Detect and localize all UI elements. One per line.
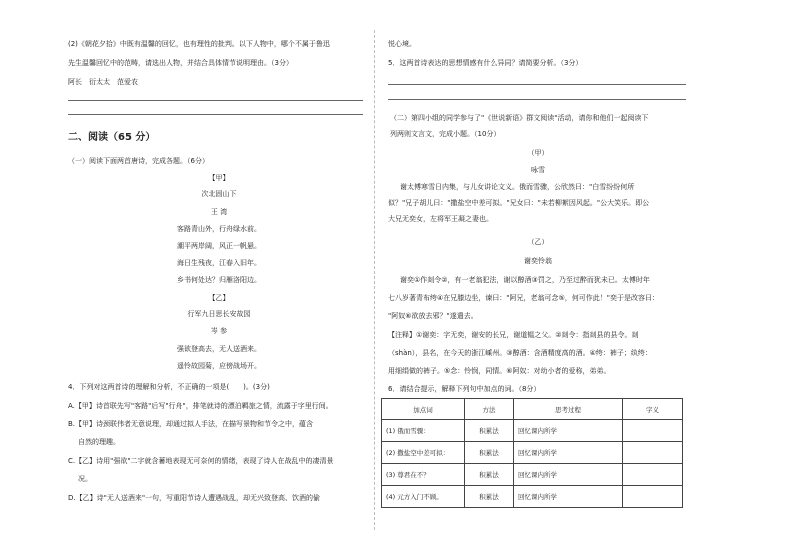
poem-a-line: 潮平两岸阔，风正一帆悬。 bbox=[177, 242, 261, 250]
q4-option-c-cont: 况。 bbox=[78, 475, 92, 483]
poem-a-author: 王 湾 bbox=[210, 208, 228, 216]
table-row bbox=[382, 486, 683, 508]
table-row bbox=[382, 442, 683, 464]
text-a-title: 咏雪 bbox=[531, 166, 545, 174]
poem-b-line: 遥怜故园菊，应傍战场开。 bbox=[177, 362, 261, 370]
table-cell: 回忆课内所学 bbox=[514, 464, 623, 486]
q3-line-1: (2)《朝花夕拾》中既有温馨的回忆，也有理性的批判。以下人物中，哪个不属于鲁迅 bbox=[68, 40, 330, 48]
table-cell: (1) 俄而雪骤： bbox=[382, 420, 465, 442]
answer-cell[interactable] bbox=[623, 464, 683, 486]
table-row bbox=[382, 420, 683, 442]
poem-b-author: 岑 参 bbox=[210, 327, 228, 335]
poem-a-tag: 【甲】 bbox=[208, 174, 230, 182]
text-a-line: 大兄无奕女，左将军王凝之妻也。 bbox=[388, 215, 493, 223]
part1-intro: （一）阅读下面两首唐诗，完成各题。（6分） bbox=[68, 157, 209, 165]
text-b-line: "阿奴⑥欲放去邪？"遂遣去。 bbox=[388, 312, 478, 320]
q3-line-2: 先生温馨回忆中的范畴，请选出人物，并结合具体情节说明理由。（3分） bbox=[68, 59, 293, 67]
part2-intro: （二）第四小组的同学参与了"《世说新语》群文阅读"活动，请你和他们一起阅读下 bbox=[390, 114, 649, 122]
poem-a-line: 乡书何处达？归雁洛阳边。 bbox=[177, 276, 261, 284]
table-cell: 回忆课内所学 bbox=[514, 442, 623, 464]
poem-b-tag: 【乙】 bbox=[208, 294, 230, 302]
text-a-tag: （甲） bbox=[527, 149, 549, 157]
q4-d-continued: 悦心境。 bbox=[388, 40, 416, 48]
table-header: 思考过程 bbox=[514, 399, 623, 420]
text-a-line: 似？"兄子胡儿曰："撒盐空中差可拟。"兄女曰："未若柳絮因风起。"公大笑乐。即公 bbox=[388, 199, 650, 207]
q3-options: 阿长 衍太太 范爱农 bbox=[68, 78, 138, 86]
q4-option-d: D.【乙】诗"无人送酒来"一句，写重阳节诗人遭遇战乱，却无兴致登高、饮酒的偷 bbox=[68, 494, 321, 502]
table-cell: 积累法 bbox=[465, 486, 514, 508]
answer-line bbox=[388, 99, 686, 100]
text-b-line: 七八岁著青布绔④在兄膝边坐，谏曰："阿兄，老翁可念⑤，何可作此！"奕于是改容曰： bbox=[388, 294, 659, 302]
answer-line bbox=[68, 100, 363, 101]
table-header: 加点词 bbox=[382, 399, 465, 420]
table-header: 字义 bbox=[623, 399, 683, 420]
table-row bbox=[382, 464, 683, 486]
answer-line bbox=[68, 114, 363, 115]
table-cell: 回忆课内所学 bbox=[514, 420, 623, 442]
notes-line: 【注释】①谢奕：字无奕，谢安的长兄，谢道韫之父。②剡令：指剡县的县令。剡 bbox=[388, 331, 639, 339]
table-cell: 积累法 bbox=[465, 464, 514, 486]
table-cell: (2) 撒盐空中差可拟： bbox=[382, 442, 465, 464]
table-header-row bbox=[382, 399, 683, 420]
table-cell: (3) 尊君在不？ bbox=[382, 464, 465, 486]
poem-a-line: 海日生残夜，江春入旧年。 bbox=[177, 259, 261, 267]
section-title: 二、阅读（65 分） bbox=[68, 132, 156, 143]
column-divider bbox=[374, 30, 375, 530]
q6-table bbox=[381, 398, 683, 508]
text-b-title: 谢奕怜翁 bbox=[524, 257, 552, 265]
text-b-tag: （乙） bbox=[527, 238, 549, 246]
answer-cell[interactable] bbox=[623, 486, 683, 508]
q4-option-a: A.【甲】诗首联先写"客路"后写"行舟"，排笔就诗的漂泊羁旅之情，流露于字里行间。 bbox=[68, 402, 333, 410]
q4-option-c: C.【乙】诗用"强欲"二字就含蓄地表现无可奈何的情绪，表现了诗人在战乱中的凄清景 bbox=[68, 457, 334, 465]
text-b-line: 谢奕①作剡令②，有一老翁犯法，谢以醇酒③罚之，乃至过醉而犹未已。太傅时年 bbox=[400, 276, 650, 284]
table-cell: 回忆课内所学 bbox=[514, 486, 623, 508]
q6-stem: 6．请结合提示，解释下列句中加点的词。（8分） bbox=[388, 385, 541, 393]
table-header: 方法 bbox=[465, 399, 514, 420]
table-cell: 积累法 bbox=[465, 420, 514, 442]
q5-stem: 5．这两首诗表达的思想情感有什么异同？请简要分析。（3分） bbox=[388, 59, 583, 67]
q4-stem: 4．下列对这两首诗的理解和分析，不正确的一项是( )。(3分) bbox=[68, 383, 270, 391]
poem-b-title: 行军九日思长安故园 bbox=[187, 310, 251, 318]
notes-line: （shàn），县名，在今天的浙江嵊州。③醇酒：含酒精度高的酒。④绔：裤子；纨绔： bbox=[388, 349, 652, 357]
part2-intro-cont: 列两则文言文，完成小题。（10分） bbox=[390, 130, 501, 138]
answer-cell[interactable] bbox=[623, 420, 683, 442]
poem-a-line: 客路青山外，行舟绿水前。 bbox=[177, 225, 261, 233]
q4-option-b-cont: 自然的理趣。 bbox=[78, 438, 120, 446]
answer-line bbox=[388, 84, 686, 85]
answer-cell[interactable] bbox=[623, 442, 683, 464]
q4-option-b: B.【甲】诗颈联伟者无意说理，却通过拟人手法，在描写景物和节令之中，蕴含 bbox=[68, 420, 314, 428]
table-cell: 积累法 bbox=[465, 442, 514, 464]
poem-a-title: 次北固山下 bbox=[201, 190, 237, 198]
text-a-line: 谢太傅寒雪日内集，与儿女讲论文义。俄而雪骤，公欣然曰："白雪纷纷何所 bbox=[400, 183, 635, 191]
table-cell: (4) 元方入门不顾。 bbox=[382, 486, 465, 508]
poem-b-line: 强欲登高去，无人送酒来。 bbox=[177, 345, 261, 353]
notes-line: 用细绢做的裤子。⑤念：怜悯，同情。⑥阿奴：对幼小者的爱称，弟弟。 bbox=[388, 367, 611, 375]
